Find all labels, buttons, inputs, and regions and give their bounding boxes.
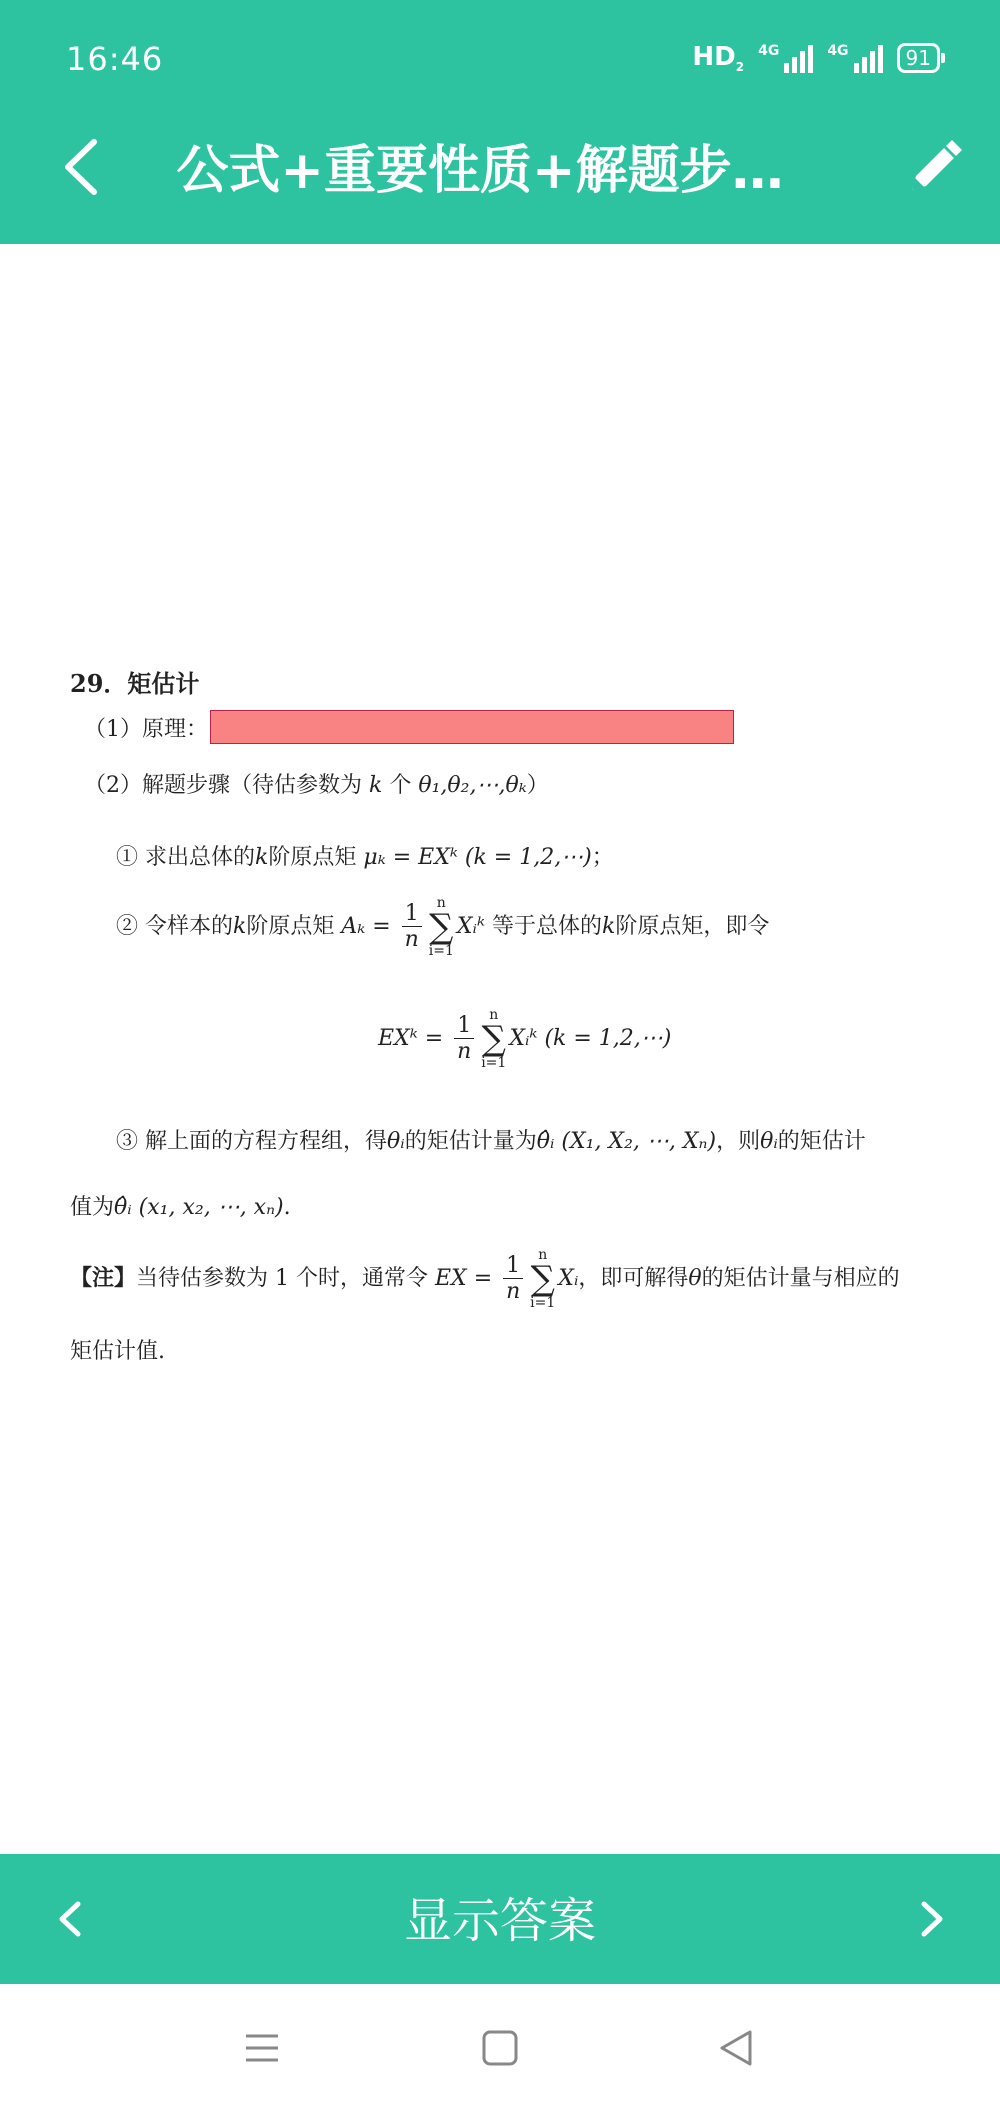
system-nav-bar <box>0 1984 1000 2111</box>
status-icons <box>692 42 940 74</box>
chevron-left-icon <box>50 1892 90 1946</box>
step-1: ① 求出总体的k阶原点矩 μₖ = EXᵏ (k = 1,2,⋯)； <box>116 845 614 870</box>
status-time: 16:46 <box>66 40 164 78</box>
step-3: ③ 解上面的方程方程组，得θᵢ的矩估计量为θ̂ᵢ (X₁, X₂, ⋯, Xₙ)，则θᵢ的矩估计 <box>116 1129 866 1154</box>
answer-bar <box>0 1854 1000 1984</box>
moment-equation: EXᵏ = $\frac{1}{n}$ n ∑ i=1Xᵢᵏ (k = 1,2,⋯) <box>378 1007 672 1071</box>
prev-question-button[interactable] <box>50 1892 90 1946</box>
signal-icon: 4G <box>758 43 813 73</box>
menu-icon <box>232 2018 292 2078</box>
app-header <box>0 0 1000 244</box>
step-2: ② 令样本的k阶原点矩 Aₖ = $\frac{1}{n}$ n ∑ i=1Xᵢᵏ 等于总体的k阶原点矩，即令 <box>116 895 770 959</box>
hd-indicator: $HD_2$ <box>692 42 745 75</box>
pencil-icon <box>902 136 966 200</box>
menu-button[interactable] <box>232 2018 292 2078</box>
principle-line: （1）原理： <box>84 717 208 742</box>
square-icon <box>470 2018 530 2078</box>
chevron-right-icon <box>912 1892 952 1946</box>
section-title: 29．矩估计 <box>70 669 200 698</box>
page-title: 公式+重要性质+解题步… <box>176 141 784 201</box>
steps-header: （2）解题步骤（待估参数为 k 个 θ₁,θ₂,⋯,θₖ） <box>84 773 549 798</box>
triangle-back-icon <box>706 2018 766 2078</box>
note-line-2: 矩估计值. <box>70 1339 165 1364</box>
status-bar <box>0 0 1000 120</box>
show-answer-button[interactable]: 显示答案 <box>403 1893 596 1949</box>
battery-icon: 91 <box>897 43 940 73</box>
chevron-left-icon <box>54 132 114 202</box>
signal-icon-2: 4G <box>827 43 882 73</box>
step-3-line-2: 值为θ̂ᵢ (x₁, x₂, ⋯, xₙ). <box>70 1195 291 1220</box>
note-line: 【注】当待估参数为 1 个时，通常令 EX = $\frac{1}{n}$ n ∑ i=1Xᵢ，即可解得θ的矩估计量与相应的 <box>70 1247 900 1311</box>
question-content <box>0 244 1000 1854</box>
edit-button[interactable] <box>902 136 966 200</box>
answer-redaction[interactable] <box>210 710 734 744</box>
system-back-button[interactable] <box>706 2018 766 2078</box>
back-button[interactable] <box>54 132 114 202</box>
next-question-button[interactable] <box>912 1892 952 1946</box>
home-button[interactable] <box>470 2018 530 2078</box>
